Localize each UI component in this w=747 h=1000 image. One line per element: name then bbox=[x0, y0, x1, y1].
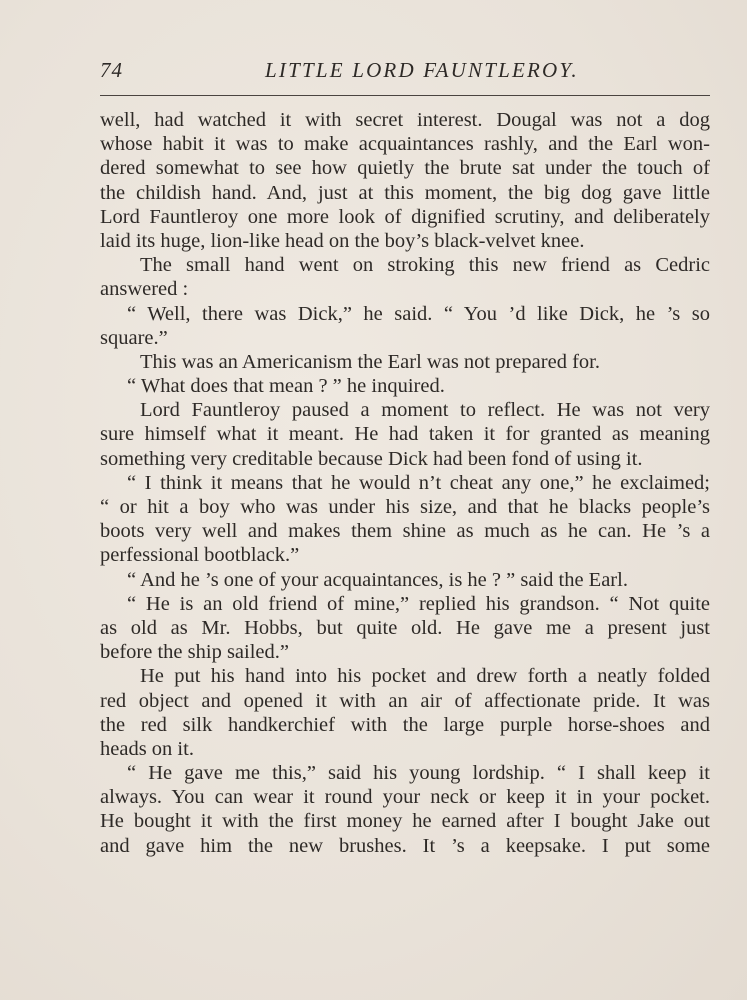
text-line: The small hand went on stroking this new friend as Cedric bbox=[140, 254, 710, 277]
text-line: before the ship sailed.” bbox=[100, 641, 289, 664]
text-line: Lord Fauntleroy one more look of dignified scrutiny, and deliberately bbox=[100, 205, 710, 228]
text-line: He put his hand into his pocket and drew forth a neatly folded bbox=[140, 665, 710, 688]
text-line: “ What does that mean ? ” he inquired. bbox=[127, 375, 445, 398]
text-line: something very creditable because Dick had been fond of using it. bbox=[100, 447, 643, 470]
text-line: the childish hand. And, just at this moment, the big dog gave little bbox=[100, 181, 710, 204]
text-line: This was an Americanism the Earl was not prepared for. bbox=[140, 350, 600, 373]
text-line: and gave him the new brushes. It ’s a keepsake. I put some bbox=[100, 834, 710, 857]
page-header bbox=[100, 58, 710, 88]
text-line: always. You can wear it round your neck or keep it in your pocket. bbox=[100, 786, 710, 809]
text-line: laid its huge, lion-like head on the boy’s black-velvet knee. bbox=[100, 229, 585, 252]
text-line: well, had watched it with secret interest. Dougal was not a dog bbox=[100, 109, 710, 131]
running-title: LITTLE LORD FAUNTLEROY. bbox=[265, 58, 579, 82]
text-line: “ He gave me this,” said his young lordship. “ I shall keep it bbox=[127, 762, 710, 785]
text-line: “ Well, there was Dick,” he said. “ You ’d like Dick, he ’s so bbox=[127, 302, 710, 325]
text-line: sure himself what it meant. He had taken it for granted as meaning bbox=[100, 423, 710, 446]
text-line: “ or hit a boy who was under his size, and that he blacks people’s bbox=[100, 496, 710, 518]
text-line: dered somewhat to see how quietly the brute sat under the touch of bbox=[100, 157, 710, 180]
text-line: “ And he ’s one of your acquaintances, is he ? ” said the Earl. bbox=[127, 568, 628, 591]
text-line: perfessional bootblack.” bbox=[100, 544, 300, 567]
page-number: 74 bbox=[100, 58, 123, 82]
text-line: heads on it. bbox=[100, 737, 194, 760]
text-line: the red silk handkerchief with the large purple horse-shoes and bbox=[100, 713, 710, 736]
text-line: square.” bbox=[100, 326, 168, 349]
text-line: Lord Fauntleroy paused a moment to reflect. He was not very bbox=[140, 399, 710, 422]
header-rule bbox=[100, 95, 710, 96]
text-line: answered : bbox=[100, 278, 189, 301]
text-line: red object and opened it with an air of affectionate pride. It was bbox=[100, 689, 710, 712]
text-line: He bought it with the first money he earned after I bought Jake out bbox=[100, 810, 710, 833]
text-line: as old as Mr. Hobbs, but quite old. He gave me a present just bbox=[100, 616, 710, 639]
text-line: whose habit it was to make acquaintances rashly, and the Earl won- bbox=[100, 133, 710, 156]
text-line: boots very well and makes them shine as much as he can. He ’s a bbox=[100, 520, 710, 543]
text-line: “ I think it means that he would n’t cheat any one,” he exclaimed; bbox=[127, 471, 710, 494]
text-line: “ He is an old friend of mine,” replied his grandson. “ Not quite bbox=[127, 592, 710, 615]
body-text bbox=[100, 108, 710, 858]
